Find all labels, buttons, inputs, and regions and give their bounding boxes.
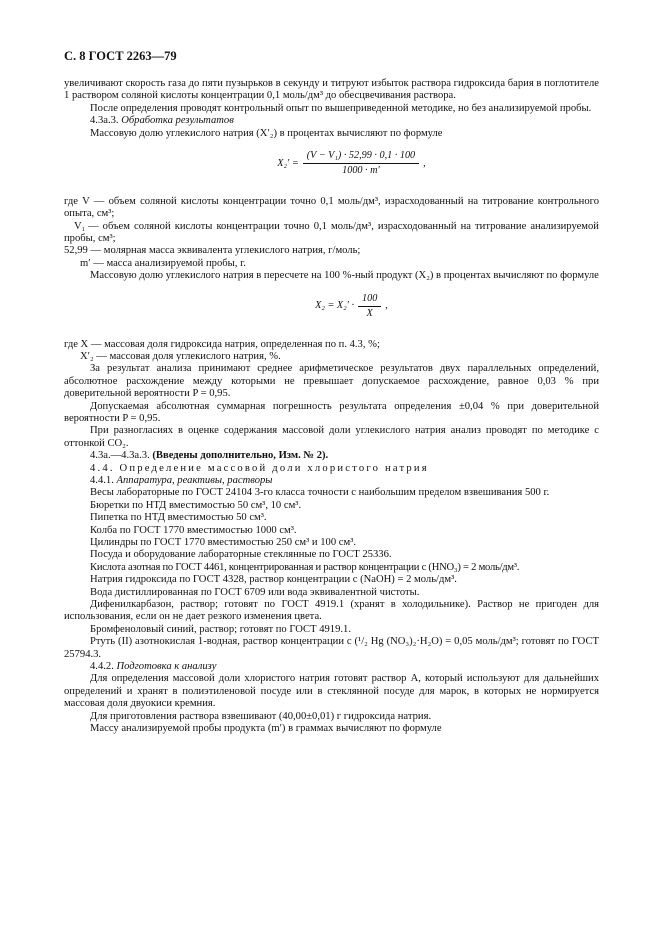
definition-item: m′ — масса анализируемой пробы, г. <box>80 257 246 269</box>
paragraph: Для определения массовой доли хлористого натрия готовят раствор A, который используют для дальнейших определений и хранят в полиэтиленовой посуде или в стеклянной посуде для марок, в которых не нормируется массовая доля двуокиси кремния. <box>64 673 599 710</box>
formula-numerator: 100 <box>358 293 381 307</box>
formula-lhs: X₂′ = <box>277 157 299 169</box>
section-title: Обработка результатов <box>121 115 234 127</box>
paragraph: При разногласиях в оценке содержания массовой доли углекислого натрия анализ проводят по методике с оттонкой CO₂. <box>64 425 599 449</box>
document-body <box>64 78 599 736</box>
formula-1 <box>104 150 599 178</box>
section-number: 4.4.2. <box>90 661 114 673</box>
section-heading <box>64 475 599 487</box>
definition-item: 52,99 — молярная масса эквивалента углекислого натрия, г/моль; <box>64 245 361 257</box>
list-item: Бромфеноловый синий, раствор; готовят по ГОСТ 4919.1. <box>90 623 351 635</box>
formula-2 <box>104 293 599 321</box>
paragraph: Допускаемая абсолютная суммарная погрешность результата определения ±0,04 % при доверительной вероятности P = 0,95. <box>64 400 599 424</box>
section-heading: 4.4. Определение массовой доли хлористого натрия <box>90 462 429 474</box>
formula-numerator: (V − V₁) · 52,99 · 0,1 · 100 <box>303 150 419 164</box>
list-item: Цилиндры по ГОСТ 1770 вместимостью 250 см³ и 100 см³. <box>90 537 357 548</box>
paragraph: Для приготовления раствора взвешивают (40,00±0,01) г гидроксида натрия. <box>90 710 432 722</box>
list-item: Дифенилкарбазон, раствор; готовят по ГОСТ 4919.1 (хранят в холодильнике). Раствор не пригоден для использования, если он не дает резкого изменения цвета. <box>64 599 599 623</box>
list-item: Весы лабораторные по ГОСТ 24104 3-го класса точности с наибольшим пределом взвешивания 500 г. <box>90 487 550 499</box>
section-number: 4.4.1. <box>90 474 114 486</box>
amendment-note: 4.3а.—4.3а.3. (Введены дополнительно, Изм. № 2). <box>90 450 329 462</box>
formula-denominator: X <box>366 308 373 320</box>
formula-fraction <box>358 293 381 321</box>
page-header: С. 8 ГОСТ 2263—79 <box>64 49 177 63</box>
paragraph: После определения проводят контрольный опыт по вышеприведенной методике, но без анализируемой пробы. <box>90 102 592 114</box>
list-item: Колба по ГОСТ 1770 вместимостью 1000 см³. <box>90 524 297 536</box>
definition-item: V₁ — объем соляной кислоты концентрации точно 0,1 моль/дм³, израсходованный на титрование анализируемой пробы, см³; <box>64 220 599 245</box>
list-item: Бюретки по НТД вместимостью 50 см³, 10 см³. <box>90 499 302 511</box>
paragraph: Массовую долю углекислого натрия (X′₂) в процентах вычисляют по формуле <box>90 127 443 139</box>
paragraph: За результат анализа принимают среднее арифметическое результатов двух параллельных определений, абсолютное расхождение между которыми не превышает допускаемое расхождение, равное 0,03 % при доверительной вероятности P = 0,95. <box>64 363 599 400</box>
section-heading <box>64 115 599 127</box>
formula-tail: , <box>385 300 388 312</box>
formula-tail: , <box>423 157 426 169</box>
paragraph: увеличивают скорость газа до пяти пузырьков в секунду и титруют избыток раствора гидроксида бария в поглотителе 1 раствором соляной кислоты концентрации 0,1 моль/дм³ до обесцвечивания раствора. <box>64 78 599 102</box>
section-title: Аппаратура, реактивы, растворы <box>116 474 273 486</box>
section-title: Подготовка к анализу <box>116 661 217 673</box>
paragraph: Массовую долю углекислого натрия в пересчете на 100 %-ный продукт (X₂) в процентах вычисляют по формуле <box>90 270 599 282</box>
definition-item: где X — массовая доля гидроксида натрия, определенная по п. 4.3, %; <box>64 338 380 350</box>
definition-item: X′₂ — массовая доля углекислого натрия, %. <box>80 350 281 362</box>
section-number: 4.3а.3. <box>90 115 119 127</box>
list-item: Пипетка по НТД вместимостью 50 см³. <box>90 512 267 524</box>
list-item: Вода дистиллированная по ГОСТ 6709 или вода эквивалентной чистоты. <box>90 586 420 598</box>
definition-item: где V — объем соляной кислоты концентрации точно 0,1 моль/дм³, израсходованный на титрование контрольного опыта, см³; <box>64 195 599 220</box>
list-item: Кислота азотная по ГОСТ 4461, концентрированная и раствор концентрации c (HNO₃) = 2 моль/дм³. <box>90 561 520 573</box>
list-item: Ртуть (II) азотнокислая 1-водная, раствор концентрации c (¹/₂ Hg (NO₃)₂·H₂O) = 0,05 моль/дм³; готовят по ГОСТ 25794.3. <box>64 636 599 660</box>
list-item: Натрия гидроксида по ГОСТ 4328, раствор концентрации c (NaOH) = 2 моль/дм³. <box>90 574 457 586</box>
section-heading <box>64 661 599 673</box>
list-item: Посуда и оборудование лабораторные стеклянные по ГОСТ 25336. <box>90 549 392 561</box>
formula-fraction <box>303 150 419 178</box>
paragraph: Массу анализируемой пробы продукта (m′) в граммах вычисляют по формуле <box>90 723 442 735</box>
formula-lhs: X₂ = X₂′ · <box>315 300 354 312</box>
formula-denominator: 1000 · m′ <box>342 165 380 177</box>
